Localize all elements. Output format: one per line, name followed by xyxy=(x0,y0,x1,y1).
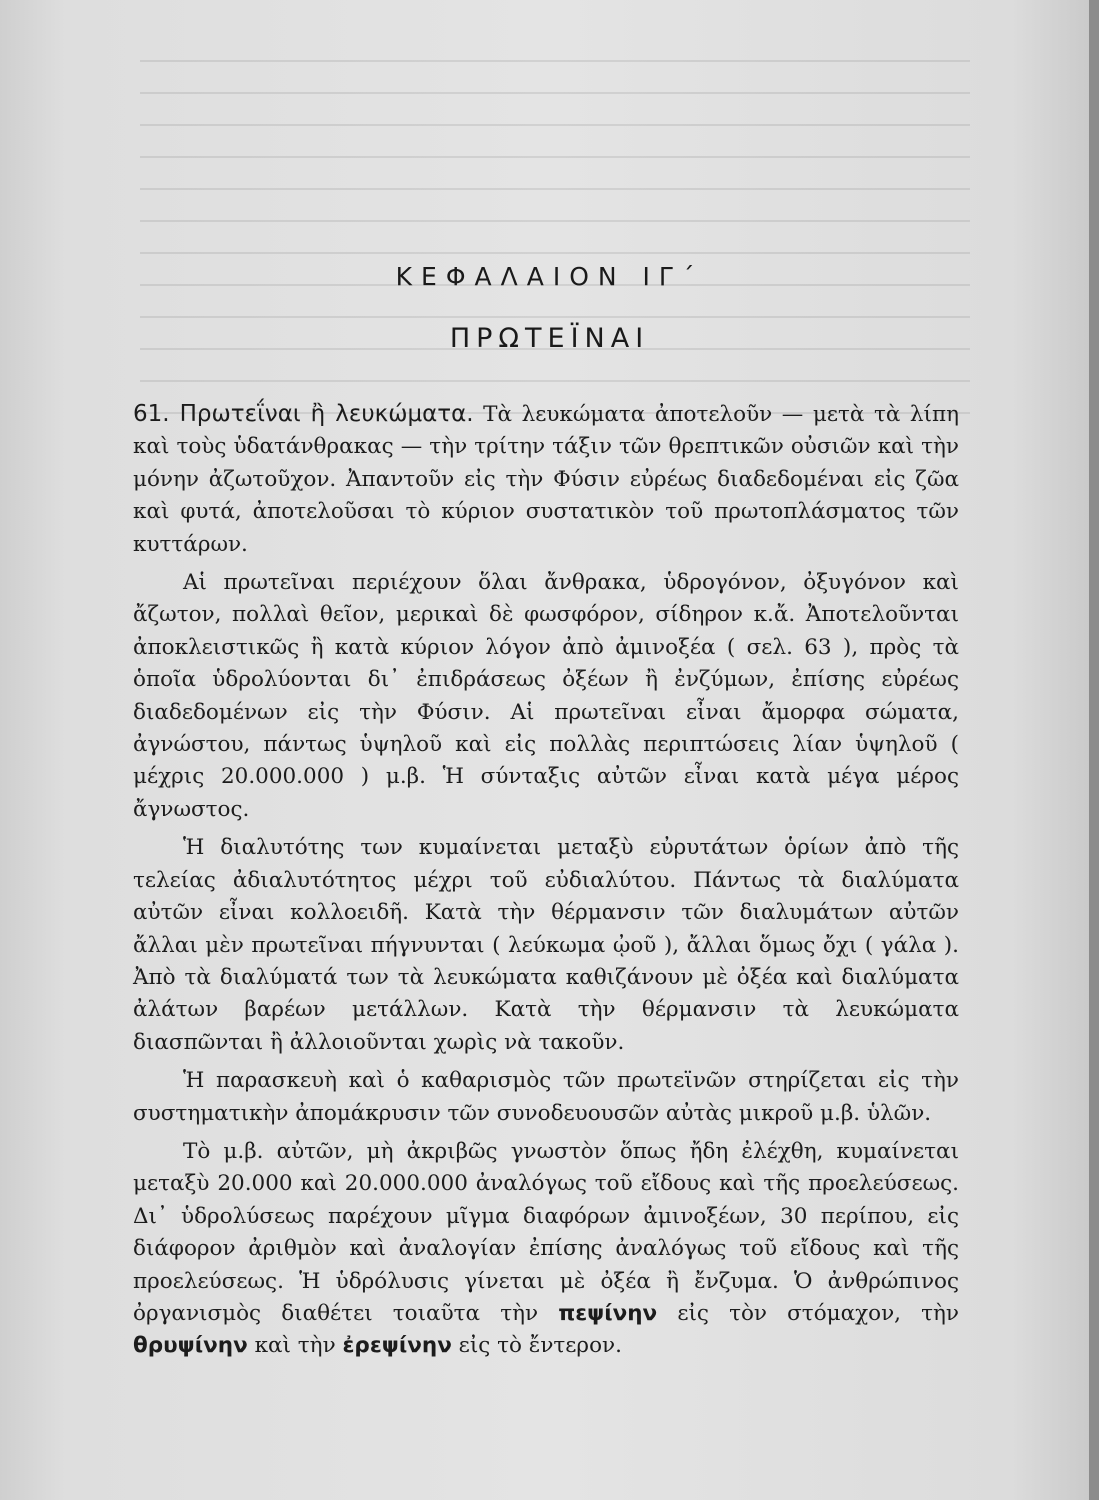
term-trypsin: θρυψίνην xyxy=(133,1333,248,1359)
paragraph-5 xyxy=(133,1136,959,1363)
paragraph-1 xyxy=(133,398,959,561)
section-heading: 61. Πρωτεΐναι ἢ λευκώματα. xyxy=(133,401,474,427)
term-erepsin: ἐρεψίνην xyxy=(342,1333,452,1359)
paragraph-5-text-a: Τὸ μ.β. αὐτῶν, μὴ ἀκριβῶς γνωστὸν ὅπως ἤδη ἐλέχθη, κυμαίνεται μεταξὺ 20.000 καὶ 20.000.000 ἀναλόγως τοῦ εἴδους καὶ τῆς προελεύσεως. Δι᾽ ὑδρολύσεως παρέχουν μῖγμα διαφόρων ἀμινοξέων, 30 περίπου, εἰς διάφορον ἀριθμὸν καὶ ἀναλογίαν ἐπίσης ἀναλόγως τοῦ εἴδους καὶ τῆς προελεύσεως. Ἡ ὑδρόλυσις γίνεται μὲ ὀξέα ἢ ἔνζυμα. Ὁ ἀνθρώπινος ὀργανισμὸς διαθέτει τοιαῦτα τὴν xyxy=(133,1138,959,1326)
chapter-body xyxy=(133,398,959,1369)
paragraph-3: Ἡ διαλυτότης των κυμαίνεται μεταξὺ εὐρυτάτων ὁρίων ἀπὸ τῆς τελείας ἀδιαλυτότητος μέχρι τοῦ εὐδιαλύτου. Πάντως τὰ διαλύματα αὐτῶν εἶναι κολλοειδῆ. Κατὰ τὴν θέρμανσιν τῶν διαλυμάτων αὐτῶν ἄλλαι μὲν πρωτεῖναι πήγνυνται ( λεύκωμα ᾠοῦ ), ἄλλαι ὅμως ὄχι ( γάλα ). Ἀπὸ τὰ διαλύματά των τὰ λευκώματα καθιζάνουν μὲ ὀξέα καὶ διαλύματα ἀλάτων βαρέων μετάλλων. Κατὰ τὴν θέρμανσιν τὰ λευκώματα διασπῶνται ἢ ἀλλοιοῦνται χωρὶς νὰ τακοῦν. xyxy=(133,835,959,1055)
paragraph-5-text-b: εἰς τὸν στόμαχον, τὴν xyxy=(657,1300,959,1326)
paragraph-2: Αἱ πρωτεῖναι περιέχουν ὅλαι ἄνθρακα, ὑδρογόνον, ὀξυγόνον καὶ ἄζωτον, πολλαὶ θεῖον, μερικαὶ δὲ φωσφόρον, σίδηρον κ.ἄ. Ἀποτελοῦνται ἀποκλειστικῶς ἢ κατὰ κύριον λόγον ἀπὸ ἀμινοξέα ( σελ. 63 ), πρὸς τὰ ὁποῖα ὑδρολύονται δι᾽ ἐπιδράσεως ὀξέων ἢ ἐνζύμων, ἐπίσης εὐρέως διαδεδομένων εἰς τὴν Φύσιν. Αἱ πρωτεῖναι εἶναι ἄμορφα σώματα, ἀγνώστου, πάντως ὑψηλοῦ καὶ εἰς πολλὰς περιπτώσεις λίαν ὑψηλοῦ ( μέχρις 20.000.000 ) μ.β. Ἡ σύνταξις αὐτῶν εἶναι κατὰ μέγα μέρος ἄγνωστος. xyxy=(133,570,959,822)
term-pepsin: πεψίνην xyxy=(558,1300,658,1326)
paragraph-5-text-c: καὶ τὴν xyxy=(247,1333,343,1359)
chapter-label: ΚΕΦΑΛΑΙΟΝ ΙΓ΄ xyxy=(395,262,704,291)
paragraph-4: Ἡ παρασκευὴ καὶ ὁ καθαρισμὸς τῶν πρωτεϊνῶν στηρίζεται εἰς τὴν συστηματικὴν ἀπομάκρυσιν τῶν συνοδευουσῶν αὐτὰς μικροῦ μ.β. ὑλῶν. xyxy=(133,1068,959,1126)
chapter-title: ΠΡΩΤΕΪΝΑΙ xyxy=(449,323,650,354)
paragraph-1-text: Τὰ λευκώματα ἀποτελοῦν — μετὰ τὰ λίπη καὶ τοὺς ὑδατάνθρακας — τὴν τρίτην τάξιν τῶν θρεπτικῶν οὐσιῶν καὶ τὴν μόνην ἀζωτοῦχον. Ἀπαντοῦν εἰς τὴν Φύσιν εὐρέως διαδεδομέναι εἰς ζῶα καὶ φυτά, ἀποτελοῦσαι τὸ κύριον συστατικὸν τοῦ πρωτοπλάσματος τῶν κυττάρων. xyxy=(133,402,959,557)
paragraph-5-text-d: εἰς τὸ ἔντερον. xyxy=(451,1333,622,1359)
